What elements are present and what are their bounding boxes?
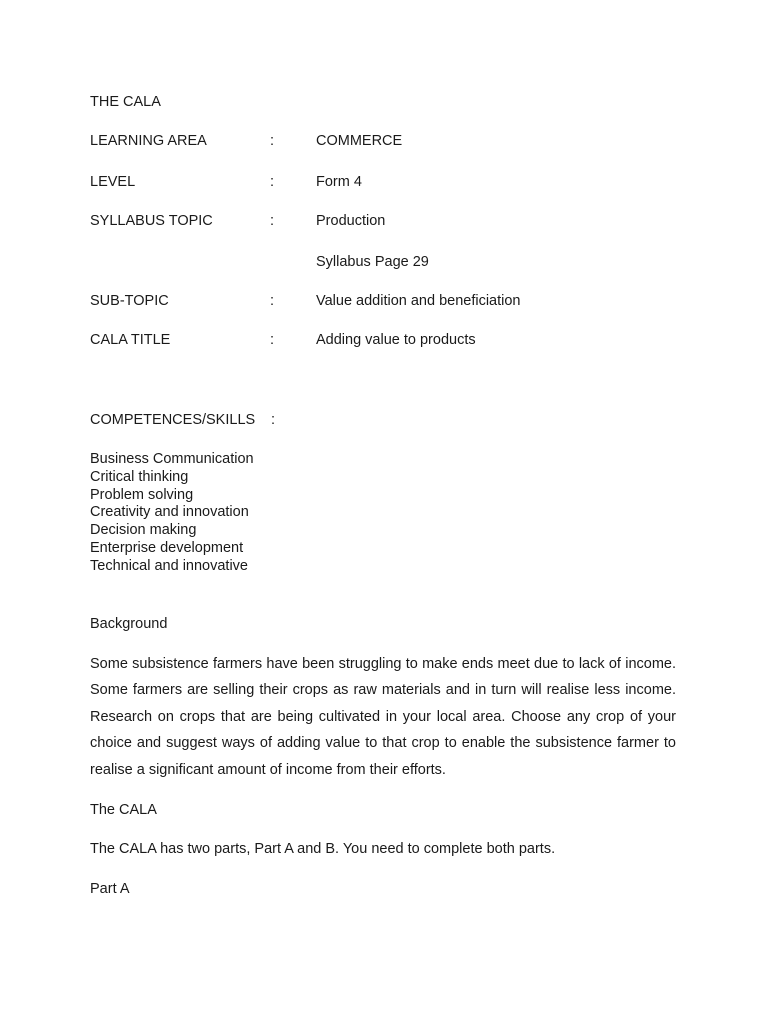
level-label: LEVEL — [90, 174, 136, 190]
syllabus-topic-label: SYLLABUS TOPIC — [90, 213, 213, 229]
cala-section-heading: The CALA — [90, 802, 157, 818]
cala-title-value: Adding value to products — [316, 332, 476, 348]
level-colon: : — [270, 174, 275, 190]
learning-area-colon: : — [270, 133, 275, 149]
competences-list — [90, 451, 254, 576]
cala-title-label: CALA TITLE — [90, 332, 171, 348]
competence-item: Critical thinking — [90, 468, 189, 485]
background-heading: Background — [90, 616, 168, 632]
level-value: Form 4 — [316, 174, 362, 190]
competences-heading: COMPETENCES/SKILLS — [90, 412, 256, 428]
competence-item: Technical and innovative — [90, 557, 248, 574]
learning-area-label: LEARNING AREA — [90, 133, 207, 149]
competence-item: Creativity and innovation — [90, 504, 249, 521]
competences-colon: : — [271, 412, 276, 428]
competence-item: Business Communication — [90, 451, 254, 467]
cala-section-text: The CALA has two parts, Part A and B. You need to complete both parts. — [90, 841, 556, 857]
learning-area-value: COMMERCE — [316, 133, 403, 149]
syllabus-page-value: Syllabus Page 29 — [316, 254, 429, 270]
syllabus-topic-colon: : — [270, 213, 275, 229]
sub-topic-value: Value addition and beneficiation — [316, 293, 521, 309]
competence-item: Enterprise development — [90, 539, 244, 556]
background-paragraph: Some subsistence farmers have been struggling to make ends meet due to lack of income. Some farmers are selling their crops as raw materials and in turn will realise less income. Research on crops that are being cultivated in your local area. Choose any crop of your choice and suggest ways of adding value to that crop to enable the subsistence farmer to realise a significant amount of income from their efforts. — [90, 656, 676, 778]
part-a-heading: Part A — [90, 881, 130, 897]
competence-item: Problem solving — [90, 486, 194, 503]
sub-topic-label: SUB-TOPIC — [90, 293, 169, 309]
document-title: THE CALA — [90, 94, 161, 110]
competence-item: Decision making — [90, 522, 197, 539]
sub-topic-colon: : — [270, 293, 275, 309]
cala-title-colon: : — [270, 332, 275, 348]
syllabus-topic-value: Production — [316, 213, 386, 229]
